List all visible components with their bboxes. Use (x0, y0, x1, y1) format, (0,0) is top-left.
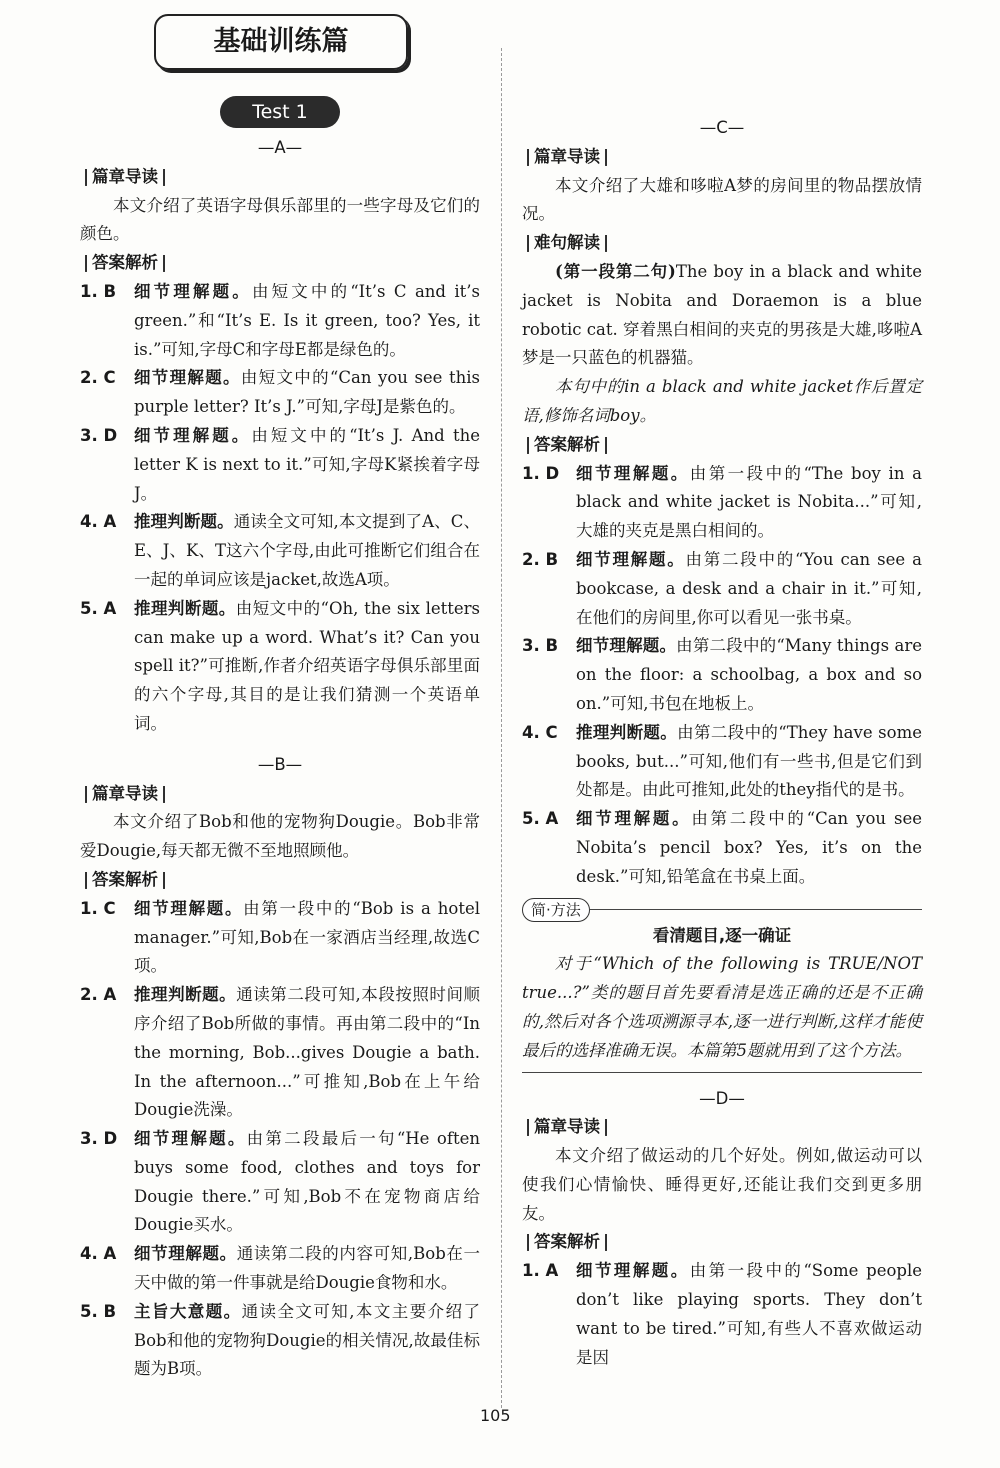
section-d-answers-heading: | 答案解析 | (525, 1232, 610, 1252)
section-c-difficult-heading: | 难句解读 | (525, 233, 610, 253)
section-c-label: —C— (699, 118, 745, 137)
section-b-label: —B— (257, 754, 303, 774)
right-column (522, 56, 922, 1372)
answer-item: 3. D 细节理解题。由短文中的“It’s J. And the letter K is next to it.”可知,字母K紧挨着字母J。 (80, 425, 480, 503)
section-c-answers-heading: | 答案解析 | (525, 434, 610, 454)
answer-item: 4. C 推理判断题。由第二段中的“They have some books, but...”可知,他们有一些书,但是它们到处都是。由此可推知,此处的they指代的是书。 (522, 722, 922, 800)
answer-item: 5. A 推理判断题。由短文中的“Oh, the six letters can make up a word. What’s it? Can you spell it?”可推断,作者介绍英语字母俱乐部里面的六个字母,其目的是让我们猜测一个英语单词。 (80, 598, 480, 733)
section-a-answers-heading: | 答案解析 | (83, 253, 168, 273)
page-number: 105 (480, 1406, 511, 1425)
tip-bottom-rule (522, 1072, 922, 1073)
section-c-difficult-note: 本句中的in a black and white jacket作后置定语,修饰名词boy。 (522, 377, 922, 425)
answer-item: 4. A 细节理解题。通读第二段的内容可知,Bob在一天中做的第一件事就是给Dougie食物和水。 (80, 1244, 481, 1293)
section-c-guide-heading: | 篇章导读 | (525, 146, 610, 166)
method-tip-title: 看清题目,逐一确证 (652, 925, 792, 945)
method-tip-box (522, 898, 922, 1073)
section-a-guide-heading: | 篇章导读 | (83, 166, 168, 186)
section-d-label: —D— (699, 1088, 745, 1108)
left-column (80, 0, 480, 1384)
tip-top-rule (590, 909, 922, 910)
section-a-guide-text: 本文介绍了英语字母俱乐部里的一些字母及它们的颜色。 (80, 195, 480, 244)
answer-item: 1. C 细节理解题。由第一段中的“Bob is a hotel manager.”可知,Bob在一家酒店当经理,故选C项。 (80, 898, 480, 976)
answer-item: 3. B 细节理解题。由第二段中的“Many things are on the floor: a schoolbag, a box and so on.”可知,书包在地板上。 (522, 636, 923, 713)
section-b-answers-heading: | 答案解析 | (83, 869, 168, 889)
column-divider (501, 48, 502, 1408)
answer-item: 2. A 推理判断题。通读第二段可知,本段按照时间顺序介绍了Bob所做的事情。再由第二段中的“In the morning, Bob...gives Dougie a bath. In the afternoon...”可推知,Bob在上午给Dougie洗澡。 (80, 985, 481, 1120)
answer-item: 3. D 细节理解题。由第二段最后一句“He often buys some food, clothes and toys for Dougie there.”可知,Bob不在宠物商店给Dougie买水。 (80, 1129, 480, 1235)
answer-item: 2. C 细节理解题。由短文中的“Can you see this purple letter? It’s J.”可知,字母J是紫色的。 (80, 368, 481, 417)
answer-item: 1. D 细节理解题。由第一段中的“The boy in a black and white jacket is Nobita...”可知,大雄的夹克是黑白相间的。 (522, 463, 922, 541)
answer-item: 1. A 细节理解题。由第一段中的“Some people don’t like playing sports. They don’t want to be tired.”可知,有些人不喜欢做运动是因 (522, 1261, 923, 1367)
section-c-guide-text: 本文介绍了大雄和哆啦A梦的房间里的物品摆放情况。 (522, 175, 922, 224)
section-a-label: —A— (257, 138, 303, 157)
method-tip-text: 对于“Which of the following is TRUE/NOT true...?”类的题目首先要看清是选正确的还是不正确的,然后对各个选项溯源寻本,逐一进行判断,这样才能使最后的选择准确无误。本篇第5题就用到了这个方法。 (522, 954, 922, 1060)
test-label: Test 1 (220, 96, 340, 128)
method-tip-tag: 简·方法 (522, 898, 590, 922)
section-b-guide-heading: | 篇章导读 | (83, 783, 168, 803)
section-d-guide-heading: | 篇章导读 | (525, 1117, 610, 1137)
section-b-guide-text: 本文介绍了Bob和他的宠物狗Dougie。Bob非常爱Dougie,每天都无微不至地照顾他。 (80, 812, 480, 861)
part-title: 基础训练篇 (154, 14, 408, 70)
answer-item: 2. B 细节理解题。由第二段中的“You can see a bookcase, a desk and a chair in it.”可知,在他们的房间里,你可以看见一张书桌。 (522, 549, 923, 627)
answer-item: 4. A 推理判断题。通读全文可知,本文提到了A、C、E、J、K、T这六个字母,由此可推断它们组合在一起的单词应该是jacket,故选A项。 (80, 512, 480, 589)
answer-item: 5. B 主旨大意题。通读全文可知,本文主要介绍了Bob和他的宠物狗Dougie的相关情况,故最佳标题为B项。 (80, 1301, 480, 1379)
section-d-guide-text: 本文介绍了做运动的几个好处。例如,做运动可以使我们心情愉快、睡得更好,还能让我们交到更多朋友。 (522, 1146, 922, 1223)
answer-item: 1. B 细节理解题。由短文中的“It’s C and it’s green.”和“It’s E. Is it green, too? Yes, it is.”可知,字母C和字母E都是绿色的。 (80, 281, 480, 359)
answer-item: 5. A 细节理解题。由第二段中的“Can you see Nobita’s pencil box? Yes, it’s on the desk.”可知,铅笔盒在书桌上面。 (522, 809, 922, 886)
section-c-difficult-text: (第一段第二句)The boy in a black and white jacket is Nobita and Doraemon is a blue robotic cat. 穿着黑白相间的夹克的男孩是大雄,哆啦A梦是一只蓝色的机器猫。 (522, 261, 922, 368)
